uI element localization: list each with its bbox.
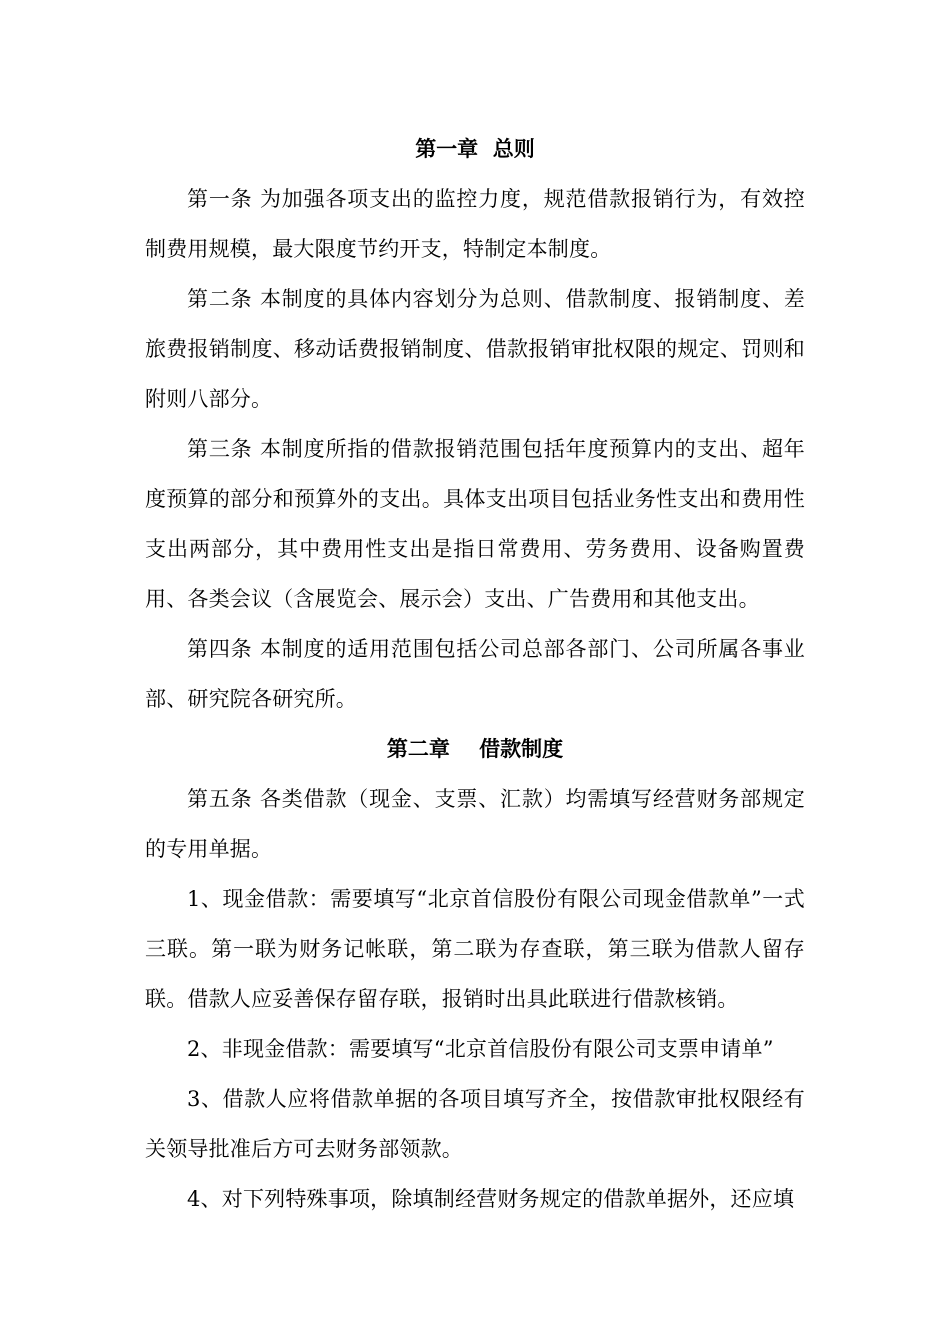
- article-4: 第四条 本制度的适用范围包括公司总部各部门、公司所属各事业部、研究院各研究所。: [145, 637, 805, 711]
- article-1: 第一条 为加强各项支出的监控力度，规范借款报销行为，有效控制费用规模，最大限度节约开支，特制定本制度。: [145, 187, 805, 261]
- document-page: [145, 124, 805, 1224]
- clause-1-cash-loan: 1、现金借款：需要填写“北京首信股份有限公司现金借款单”一式三联。第一联为财务记帐联，第二联为存查联，第三联为借款人留存联。借款人应妥善保存留存联，报销时出具此联进行借款核销。: [145, 887, 805, 1011]
- chapter-1-title: 第一章 总则: [415, 136, 535, 161]
- clause-4-special-items: 4、对下列特殊事项，除填制经营财务规定的借款单据外，还应填: [187, 1187, 795, 1211]
- clause-3-approval: 3、借款人应将借款单据的各项目填写齐全，按借款审批权限经有关领导批准后方可去财务部领款。: [145, 1087, 805, 1161]
- article-5: 第五条 各类借款（现金、支票、汇款）均需填写经营财务部规定的专用单据。: [145, 787, 805, 861]
- chapter-2: [145, 724, 805, 1224]
- clause-2-noncash-loan: 2、非现金借款：需要填写“北京首信股份有限公司支票申请单”: [187, 1037, 774, 1061]
- article-3: 第三条 本制度所指的借款报销范围包括年度预算内的支出、超年度预算的部分和预算外的支出。具体支出项目包括业务性支出和费用性支出两部分，其中费用性支出是指日常费用、劳务费用、设备购置费用、各类会议（含展览会、展示会）支出、广告费用和其他支出。: [145, 437, 805, 611]
- chapter-2-title: 第二章 借款制度: [386, 736, 564, 761]
- article-2: 第二条 本制度的具体内容划分为总则、借款制度、报销制度、差旅费报销制度、移动话费报销制度、借款报销审批权限的规定、罚则和附则八部分。: [145, 287, 805, 411]
- chapter-1: [145, 124, 805, 724]
